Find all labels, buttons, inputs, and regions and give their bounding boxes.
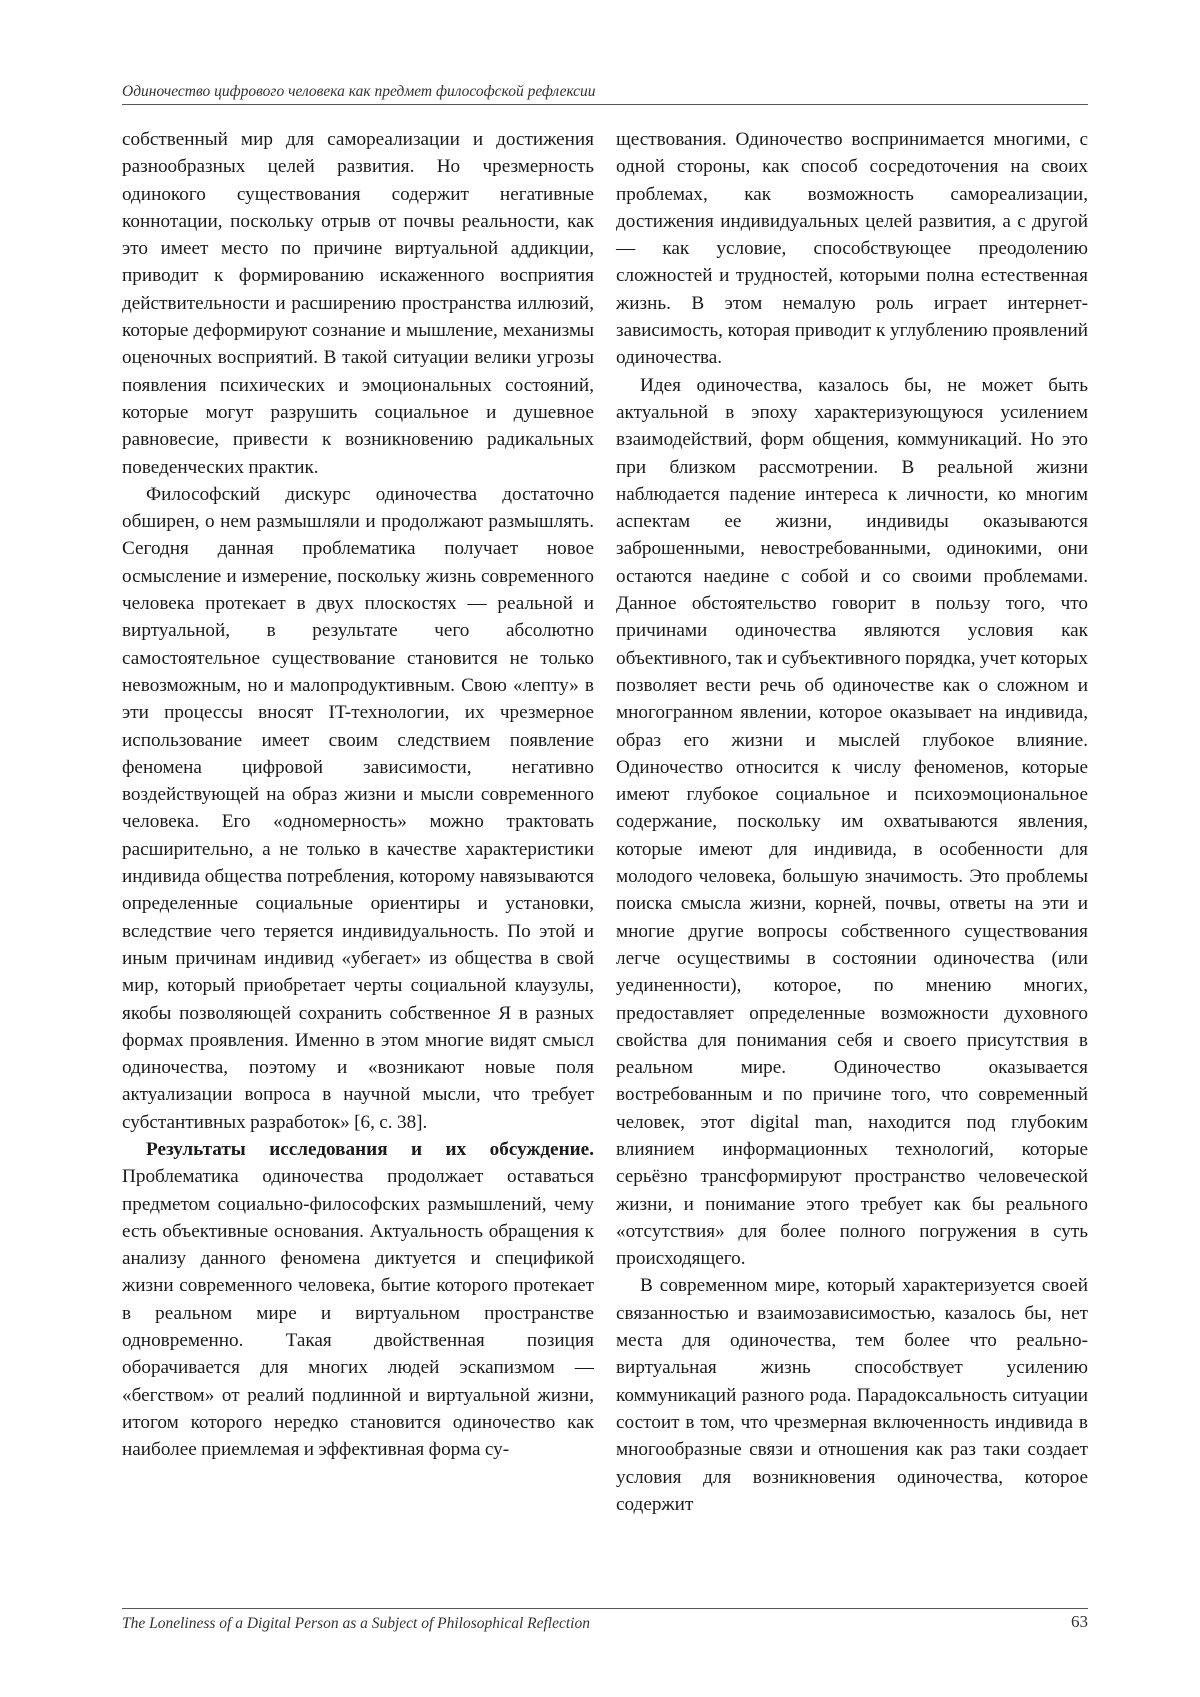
left-column xyxy=(122,126,594,1464)
left-paragraph-2: Философский дискурс одиночества достаточно обширен, о нем размышляли и продолжают размышлять. Сегодня данная проблематика получает новое осмысление и измерение, поскольку жизнь современного человека протекает в двух плоскостях — реальной и виртуальной, в результате чего абсолютно самостоятельное существование становится не только невозможным, но и малопродуктивным. Свою «лепту» в эти процессы вносят IT-технологии, их чрезмерное использование имеет своим следствием появление феномена цифровой зависимости, негативно воздействующей на образ жизни и мысли современного человека. Его «одномерность» можно трактовать расширительно, а не только в качестве характеристики индивида общества потребления, которому навязываются определенные социальные ориентиры и установки, вследствие чего теряется индивидуальность. По этой и иным причинам индивид «убегает» из общества в свой мир, который приобретает черты социальной клаузулы, якобы позволяющей сохранить собственное Я в разных формах проявления. Именно в этом многие видят смысл одиночества, поэтому и «возникают новые поля актуализации вопроса в научной мысли, что требует субстантивных разработок» [6, с. 38]. xyxy=(122,483,594,1133)
right-paragraph-2: Идея одиночества, казалось бы, не может быть актуальной в эпоху характеризующуюся усилением взаимодействий, форм общения, коммуникаций. Но это при близком рассмотрении. В реальной жизни наблюдается падение интереса к личности, ко многим аспектам ее жизни, индивиды оказываются заброшенными, невостребованными, одинокими, они остаются наедине с собой и со своими проблемами. Данное обстоятельство говорит в пользу того, что причинами одиночества являются условия как объективного, так и субъективного порядка, учет которых позволяет вести речь об одиночестве как о сложном и многогранном явлении, которое оказывает на индивида, образ его жизни и мыслей глубокое влияние. Одиночество относится к числу феноменов, которые имеют глубокое социальное и психоэмоциональное содержание, поскольку им охватываются явления, которые имеют для индивида, в особенности для молодого человека, большую значимость. Это проблемы поиска смысла жизни, корней, почвы, ответы на эти и многие другие вопросы собственного существования легче осуществимы в состоянии одиночества (или уединенности), которое, по мнению многих, предоставляет определенные возможности духовного свойства для понимания себя и своего присутствия в реальном мире. Одиночество оказывается востребованным и по причине того, что современный человек, этот digital man, находится под глубоким влиянием информационных технологий, которые серьёзно трансформируют пространство человеческой жизни, и понимание этого требует как бы реального «отсутствия» для более полного погружения в суть происходящего. xyxy=(616,374,1088,1270)
page-number: 63 xyxy=(1071,1612,1088,1631)
left-paragraph-3-text: Проблематика одиночества продолжает оставаться предметом социально-философских размышлений, чему есть объективные основания. Актуальность обращения к анализу данного феномена диктуется и спецификой жизни современного человека, бытие которого протекает в реальном мире и виртуальном пространстве одновременно. Такая двойственная позиция оборачивается для многих людей эскапизмом — «бегством» от реалий подлинной и виртуальной жизни, итогом которого нередко становится одиночество как наиболее приемлемая и эффективная форма су- xyxy=(122,1166,594,1461)
right-paragraph-3: В современном мире, который характеризуется своей связанностью и взаимозависимостью, казалось бы, нет места для одиночества, тем более что реально-виртуальная жизнь способствует усилению коммуникаций разного рода. Парадоксальность ситуации состоит в том, что чрезмерная включенность индивида в многообразные связи и отношения как раз таки создает условия для возникновения одиночества, которое содержит xyxy=(616,1275,1088,1515)
left-paragraph-1: собственный мир для самореализации и достижения разнообразных целей развития. Но чрезмерность одинокого существования содержит негативные коннотации, поскольку отрыв от почвы реальности, как это имеет место по причине виртуальной аддикции, приводит к формированию искаженного восприятия действительности и расширению пространства иллюзий, которые деформируют сознание и мышление, механизмы оценочных восприятий. В такой ситуации велики угрозы появления психических и эмоциональных состояний, которые могут разрушить социальное и душевное равновесие, привести к возникновению радикальных поведенческих практик. xyxy=(122,129,594,478)
right-paragraph-1: ществования. Одиночество воспринимается многими, с одной стороны, как способ сосредоточения на своих проблемах, как возможность самореализации, достижения индивидуальных целей развития, а с другой — как условие, способствующее преодолению сложностей и трудностей, которыми полна естественная жизнь. В этом немалую роль играет интернет-зависимость, которая приводит к углублению проявлений одиночества. xyxy=(616,129,1088,369)
header-rule xyxy=(122,104,1088,105)
section-heading-results: Результаты исследования и их обсуждение. xyxy=(146,1138,594,1160)
right-column xyxy=(616,126,1088,1518)
footer-rule xyxy=(122,1608,1088,1609)
running-footer-title: The Loneliness of a Digital Person as a Subject of Philosophical Reflection xyxy=(122,1615,590,1632)
running-header-title: Одиночество цифрового человека как предмет философской рефлексии xyxy=(122,83,596,100)
left-paragraph-3 xyxy=(122,1136,594,1464)
